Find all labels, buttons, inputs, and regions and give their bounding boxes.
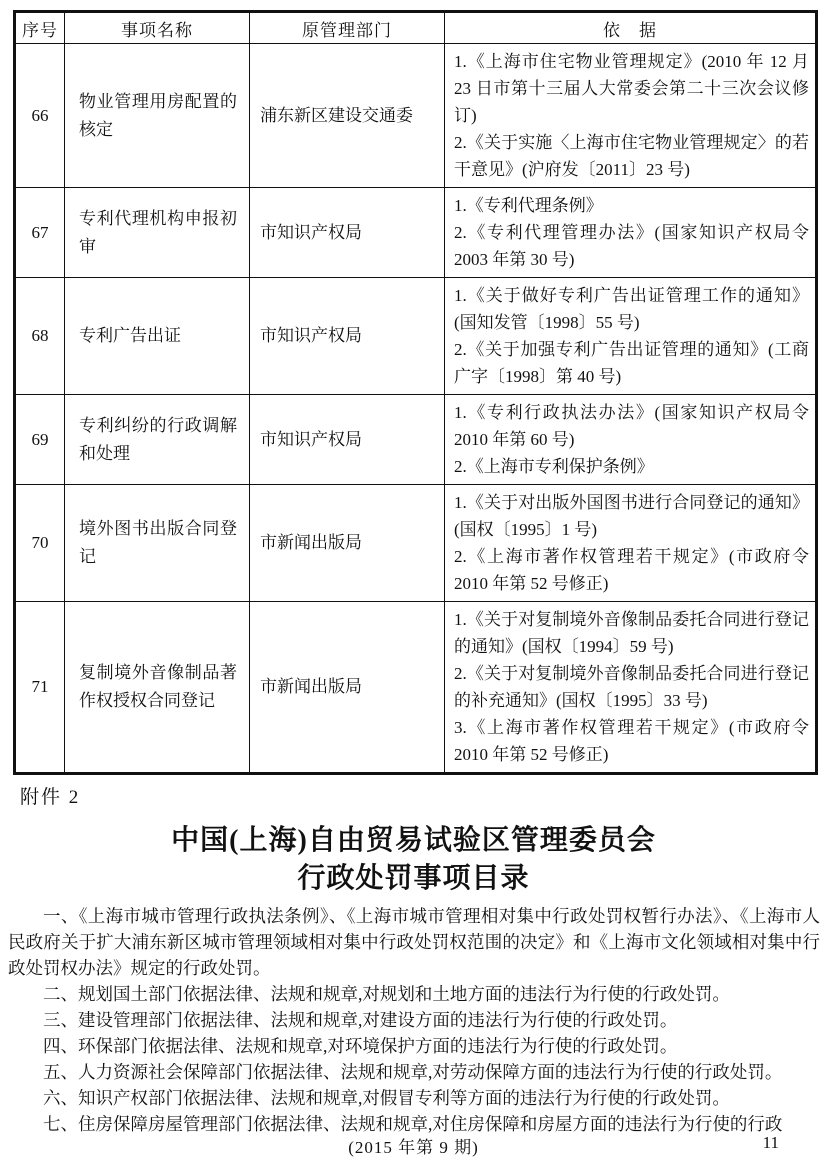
basis-item: 1.《专利代理条例》 (454, 196, 603, 215)
basis-item: 3.《上海市著作权管理若干规定》(市政府令 2010 年第 52 号修正) (454, 718, 809, 764)
row-number: 66 (15, 44, 65, 188)
item-department: 市知识产权局 (250, 188, 445, 278)
item-name: 专利纠纷的行政调解和处理 (65, 395, 250, 485)
paragraph-1: 一、《上海市城市管理行政执法条例》、《上海市城市管理相对集中行政处罚权暂行办法》、《上海市人民政府关于扩大浦东新区城市管理领域相对集中行政处罚权范围的决定》和《上海市文化领域相对集中行政处罚权办法》规定的行政处罚。 (8, 906, 820, 978)
attachment-label: 附件 2 (20, 787, 81, 808)
paragraph-4: 四、环保部门依据法律、法规和规章,对环境保护方面的违法行为行使的行政处罚。 (43, 1036, 678, 1056)
row-number: 70 (15, 485, 65, 602)
header-basis: 依 据 (445, 12, 817, 44)
basis-item: 1.《专利行政执法办法》(国家知识产权局令 2010 年第 60 号) (454, 403, 809, 449)
paragraph-7: 七、住房保障房屋管理部门依据法律、法规和规章,对住房保障和房屋方面的违法行为行使的行政 (43, 1114, 783, 1134)
item-department: 市知识产权局 (250, 278, 445, 395)
basis-item: 2.《上海市专利保护条例》 (454, 457, 654, 476)
table-row (15, 602, 817, 774)
page-footer (0, 1133, 827, 1157)
document-title (0, 822, 827, 898)
item-name: 物业管理用房配置的核定 (65, 44, 250, 188)
basis-item: 1.《关于对复制境外音像制品委托合同进行登记的通知》(国权〔1994〕59 号) (454, 610, 809, 656)
row-number: 68 (15, 278, 65, 395)
basis-item: 2.《关于实施〈上海市住宅物业管理规定〉的若干意见》(沪府发〔2011〕23 号) (454, 133, 809, 179)
table-row (15, 278, 817, 395)
item-department: 市新闻出版局 (250, 485, 445, 602)
table-row (15, 395, 817, 485)
document-title-line1: 中国(上海)自由贸易试验区管理委员会 (171, 825, 656, 856)
table-row (15, 485, 817, 602)
header-original-department: 原管理部门 (250, 12, 445, 44)
basis-item: 2.《关于加强专利广告出证管理的通知》(工商广字〔1998〕第 40 号) (454, 340, 809, 386)
paragraph-5: 五、人力资源社会保障部门依据法律、法规和规章,对劳动保障方面的违法行为行使的行政处罚。 (43, 1062, 783, 1082)
paragraph-6: 六、知识产权部门依据法律、法规和规章,对假冒专利等方面的违法行为行使的行政处罚。 (43, 1088, 730, 1108)
item-basis (445, 485, 817, 602)
basis-item: 2.《关于对复制境外音像制品委托合同进行登记的补充通知》(国权〔1995〕33 号) (454, 664, 809, 710)
table-header-row (15, 12, 817, 44)
row-number: 69 (15, 395, 65, 485)
item-basis (445, 395, 817, 485)
header-item-name: 事项名称 (65, 12, 250, 44)
item-basis (445, 188, 817, 278)
item-department: 市新闻出版局 (250, 602, 445, 774)
row-number: 67 (15, 188, 65, 278)
basis-item: 1.《上海市住宅物业管理规定》(2010 年 12 月 23 日市第十三届人大常委会第二十三次会议修订) (454, 52, 809, 125)
paragraph-3: 三、建设管理部门依据法律、法规和规章,对建设方面的违法行为行使的行政处罚。 (43, 1010, 678, 1030)
paragraph-2: 二、规划国土部门依据法律、法规和规章,对规划和土地方面的违法行为行使的行政处罚。 (43, 984, 730, 1004)
document-title-line2: 行政处罚事项目录 (297, 863, 530, 894)
issue-label: (2015 年第 9 期) (348, 1138, 479, 1157)
item-basis (445, 44, 817, 188)
item-department: 浦东新区建设交通委 (250, 44, 445, 188)
item-department: 市知识产权局 (250, 395, 445, 485)
item-basis (445, 602, 817, 774)
row-number: 71 (15, 602, 65, 774)
table-row (15, 188, 817, 278)
body-text (8, 903, 820, 1137)
header-serial-number: 序号 (15, 12, 65, 44)
basis-item: 2.《专利代理管理办法》(国家知识产权局令 2003 年第 30 号) (454, 223, 809, 269)
basis-item: 1.《关于对出版外国图书进行合同登记的通知》(国权〔1995〕1 号) (454, 493, 809, 539)
basis-item: 1.《关于做好专利广告出证管理工作的通知》(国知发管〔1998〕55 号) (454, 286, 809, 332)
basis-item: 2.《上海市著作权管理若干规定》(市政府令 2010 年第 52 号修正) (454, 547, 809, 593)
page-number: 11 (762, 1133, 779, 1152)
item-name: 复制境外音像制品著作权授权合同登记 (65, 602, 250, 774)
item-basis (445, 278, 817, 395)
item-name: 专利广告出证 (65, 278, 250, 395)
table-row (15, 44, 817, 188)
items-table (13, 10, 818, 775)
item-name: 专利代理机构申报初审 (65, 188, 250, 278)
item-name: 境外图书出版合同登记 (65, 485, 250, 602)
